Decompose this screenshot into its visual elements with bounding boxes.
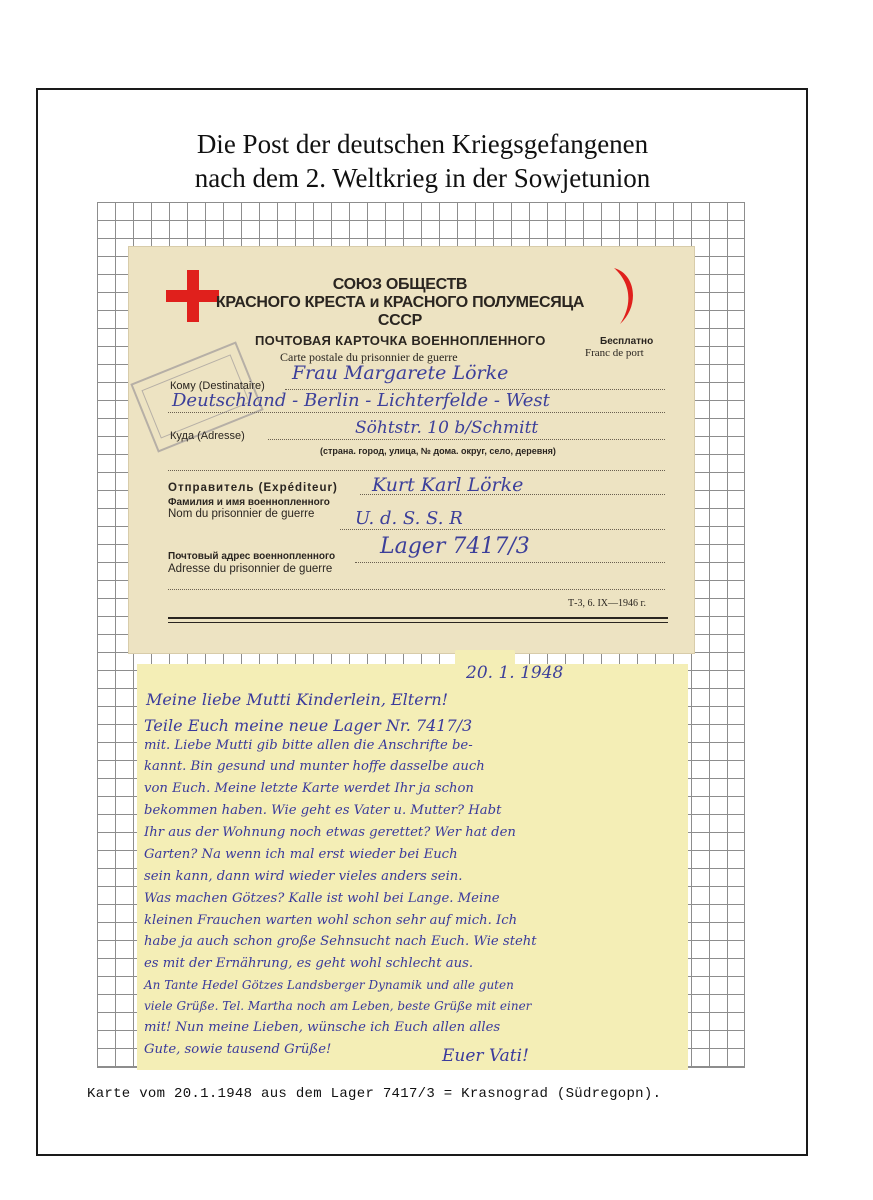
- handwritten-recipient: Frau Margarete Lörke: [292, 362, 509, 384]
- page-title: [100, 127, 745, 195]
- page-title-line-1: Die Post der deutschen Kriegsgefangenen: [196, 129, 649, 159]
- postal-address-ru: Почтовый адрес военнопленного: [168, 551, 336, 562]
- page-title-line-2: nach dem 2. Weltkrieg in der Sowjetunion: [194, 163, 651, 193]
- letter-line: Teile Euch meine neue Lager Nr. 7417/3: [144, 716, 473, 735]
- letter-line: Ihr aus der Wohnung noch etwas gerettet? Wer hat den: [144, 825, 516, 840]
- postal-line-1: [355, 562, 665, 563]
- letter-line: mit. Liebe Mutti gib bitte allen die Anschrifte be-: [144, 738, 473, 753]
- postal-address-fr: Adresse du prisonnier de guerre: [168, 563, 333, 575]
- address-line-3: [168, 470, 665, 471]
- letter-line: von Euch. Meine letzte Karte werdet Ihr ja schon: [144, 781, 474, 796]
- letter-line: bekommen haben. Wie geht es Vater u. Mutter? Habt: [144, 803, 502, 818]
- letter-signature: Euer Vati!: [442, 1046, 529, 1066]
- address-line-1: [168, 412, 665, 413]
- handwritten-street: Söhtstr. 10 b/Schmitt: [355, 418, 539, 438]
- card-title-ru: ПОЧТОВАЯ КАРТОЧКА ВОЕННОПЛЕННОГО: [255, 333, 546, 348]
- sender-label: Отправитель (Expéditeur): [168, 482, 338, 494]
- card-title-fr: Carte postale du prisonnier de guerre: [280, 350, 458, 364]
- postal-line-2: [168, 589, 665, 590]
- org-name-line-3: СССР: [377, 312, 423, 329]
- letter-line: Meine liebe Mutti Kinderlein, Eltern!: [146, 690, 449, 709]
- letter-line: habe ja auch schon große Sehnsucht nach Euch. Wie steht: [144, 934, 537, 949]
- bottom-double-rule: [168, 617, 668, 623]
- sender-name-fr: Nom du prisonnier de guerre: [168, 508, 315, 520]
- letter-line: Gute, sowie tausend Grüße!: [144, 1042, 332, 1057]
- letter-line: Garten? Na wenn ich mal erst wieder bei Euch: [144, 847, 458, 862]
- org-name-line-1: СОЮЗ ОБЩЕСТВ: [332, 276, 468, 293]
- address-label: Куда (Adresse): [170, 430, 245, 442]
- handwritten-camp: Lager 7417/3: [380, 534, 530, 559]
- recipient-label: Кому (Destinataire): [170, 380, 265, 392]
- red-crescent-icon: [606, 266, 642, 326]
- sender-line-2: [340, 529, 665, 530]
- free-postage-fr: Franc de port: [585, 347, 644, 359]
- letter-line: es mit der Ernährung, es geht wohl schlecht aus.: [144, 956, 474, 971]
- address-line-2: [268, 439, 665, 440]
- letter-date: 20. 1. 1948: [466, 663, 564, 683]
- letter-line: viele Grüße. Tel. Martha noch am Leben, beste Grüße mit einer: [144, 999, 532, 1013]
- handwritten-city: Deutschland - Berlin - Lichterfelde - West: [172, 390, 550, 411]
- letter-line: mit! Nun meine Lieben, wünsche ich Euch allen alles: [144, 1020, 501, 1035]
- printer-mark: Т-3, 6. IX—1946 г.: [568, 598, 646, 609]
- letter-line: An Tante Hedel Götzes Landsberger Dynamik und alle guten: [144, 978, 514, 992]
- letter-line: Was machen Götzes? Kalle ist wohl bei Lange. Meine: [144, 891, 500, 906]
- letter-line: sein kann, dann wird wieder vieles anders sein.: [144, 869, 463, 884]
- free-postage-ru: Бесплатно: [600, 336, 654, 347]
- handwritten-country: U. d. S. S. R: [355, 508, 463, 529]
- org-name-line-2: КРАСНОГО КРЕСТА и КРАСНОГО ПОЛУМЕСЯЦА: [215, 294, 585, 311]
- address-hint: (страна. город, улица, № дома. округ, село, деревня): [320, 446, 556, 456]
- sender-name-ru: Фамилия и имя военнопленного: [168, 497, 330, 508]
- letter-line: kannt. Bin gesund und munter hoffe dasselbe auch: [144, 759, 485, 774]
- page-caption: Karte vom 20.1.1948 aus dem Lager 7417/3 = Krasnograd (Südregopn).: [87, 1086, 662, 1102]
- handwritten-sender: Kurt Karl Lörke: [372, 474, 524, 496]
- letter-line: kleinen Frauchen warten wohl schon sehr auf mich. Ich: [144, 913, 518, 928]
